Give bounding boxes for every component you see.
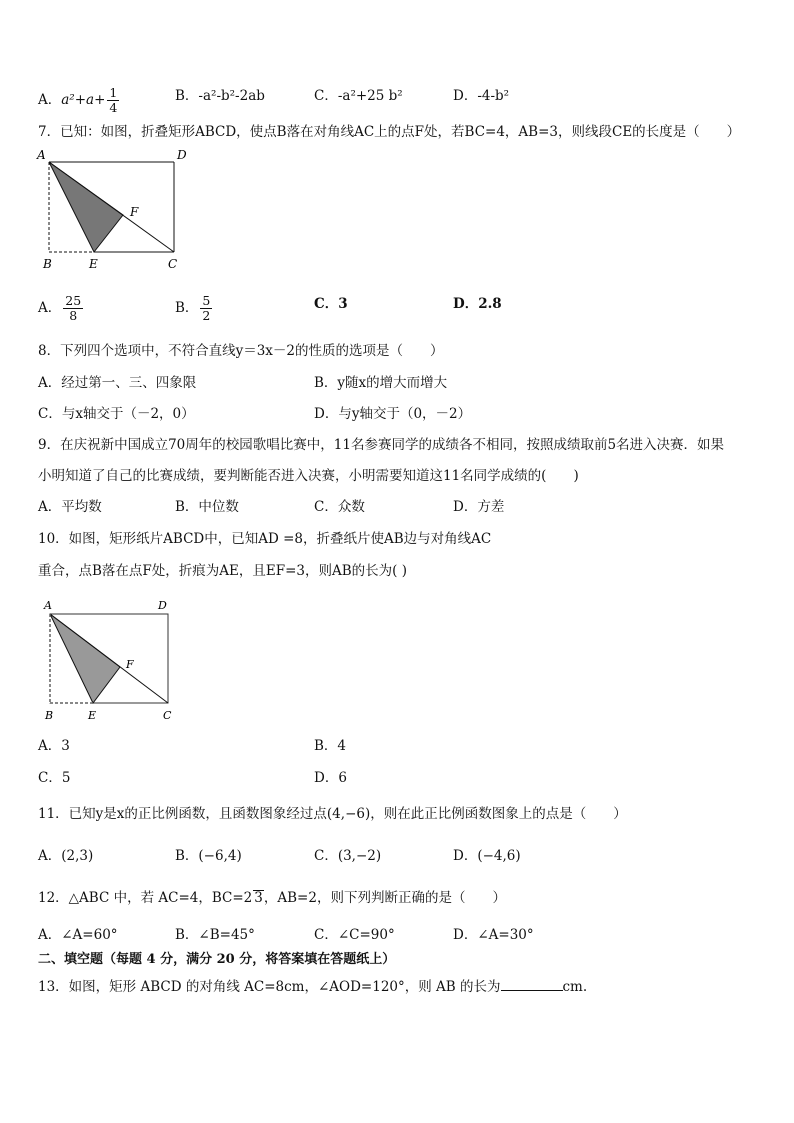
q7-label-d: D (177, 148, 187, 162)
q10-stem-line-2: 重合，点B落在点F处，折痕为AE，且EF=3，则AB的长为( ) (38, 563, 408, 579)
q10-figure (36, 596, 186, 724)
q12-option-d[interactable]: D．∠A=30° (453, 927, 534, 943)
q6-option-d[interactable]: D．-4-b² (453, 88, 510, 104)
q6-option-b[interactable]: B．-a²-b²-2ab (175, 88, 265, 104)
q12-option-c[interactable]: C．∠C=90° (314, 927, 395, 943)
q8-option-d[interactable]: D．与y轴交于（0，－2） (314, 406, 472, 422)
q7-label-f: F (130, 205, 139, 219)
q9-option-b[interactable]: B．中位数 (175, 499, 239, 515)
q7-b-fraction: $\frac{5}{2}$ (202, 293, 211, 323)
q7-option-b[interactable]: B． $\frac{5}{2}$ (175, 293, 211, 323)
q7-diagonal-ac (49, 162, 174, 252)
q10-option-d[interactable]: D．6 (314, 770, 347, 786)
q10-option-c[interactable]: C．5 (38, 770, 71, 786)
section-2-heading: 二、填空题（每题 4 分，满分 20 分，将答案填在答题纸上） (38, 952, 396, 967)
q7-option-c[interactable]: C．3 (314, 296, 348, 312)
q11-stem: 11．已知y是x的正比例函数，且函数图象经过点(4,−6)，则在此正比例函数图象上的点是（ ） (38, 806, 627, 822)
q9-option-d[interactable]: D．方差 (453, 499, 505, 515)
q8-option-c[interactable]: C．与x轴交于（－2，0） (38, 406, 195, 422)
q11-option-b[interactable]: B．(−6,4) (175, 848, 242, 864)
q8-option-b[interactable]: B．y随x的增大而增大 (314, 375, 448, 391)
q11-option-d[interactable]: D．(−4,6) (453, 848, 521, 864)
q11-option-c[interactable]: C．(3,−2) (314, 848, 382, 864)
q13-stem: 13．如图，矩形 ABCD 的对角线 AC=8cm，∠AOD=120°，则 AB 的长为 cm. (38, 976, 587, 997)
q11-option-a[interactable]: A．(2,3) (38, 848, 94, 864)
q12-option-a[interactable]: A．∠A=60° (38, 927, 118, 943)
q9-option-c[interactable]: C．众数 (314, 499, 365, 515)
q12-stem: 12．△ABC 中，若 AC=4，BC=2 3，AB=2，则下列判断正确的是（ ） (38, 890, 506, 906)
q6-option-a[interactable]: A．a²+a+ $\frac{1}{4}$ (38, 85, 118, 115)
q10-label-a: A (44, 599, 52, 612)
q10-option-a[interactable]: A．3 (38, 738, 70, 754)
q7-label-b: B (43, 257, 52, 271)
q7-a-fraction: $\frac{25}{8}$ (65, 293, 82, 323)
q8-option-a[interactable]: A．经过第一、三、四象限 (38, 375, 197, 391)
q10-diagonal-ac (50, 614, 168, 703)
q8-stem: 8．下列四个选项中，不符合直线y＝3x－2的性质的选项是（ ） (38, 343, 444, 359)
q7-figure (34, 146, 194, 272)
q7-label-c: C (168, 257, 178, 271)
q10-label-d: D (158, 599, 167, 612)
q12-sqrt: 3 (254, 890, 263, 906)
q10-label-f: F (126, 658, 134, 671)
q10-label-b: B (45, 709, 54, 722)
q13-answer-blank[interactable] (501, 976, 563, 991)
q9-option-a[interactable]: A．平均数 (38, 499, 102, 515)
q10-label-c: C (163, 709, 172, 722)
q9-stem-line-2: 小明知道了自己的比赛成绩，要判断能否进入决赛，小明需要知道这11名同学成绩的( ) (38, 468, 579, 484)
q12-option-b[interactable]: B．∠B=45° (175, 927, 255, 943)
q7-stem: 7．已知：如图，折叠矩形ABCD，使点B落在对角线AC上的点F处，若BC=4，AB=3，则线段CE的长度是（ ） (38, 124, 741, 140)
q7-option-a[interactable]: A． $\frac{25}{8}$ (38, 293, 82, 323)
q10-stem-line-1: 10．如图，矩形纸片ABCD中，已知AD =8，折叠纸片使AB边与对角线AC (38, 531, 492, 547)
q6-a-fraction: $\frac{1}{4}$ (109, 85, 118, 115)
q9-stem-line-1: 9．在庆祝新中国成立70周年的校园歌唱比赛中，11名参赛同学的成绩各不相同，按照成绩取前5名进入决赛．如果 (38, 437, 725, 453)
q7-label-a: A (37, 148, 46, 162)
q10-label-e: E (88, 709, 97, 722)
q7-option-d[interactable]: D．2.8 (453, 296, 502, 312)
q10-option-b[interactable]: B．4 (314, 738, 347, 754)
q7-label-e: E (89, 257, 98, 271)
q6-option-c[interactable]: C．-a²+25 b² (314, 88, 403, 104)
